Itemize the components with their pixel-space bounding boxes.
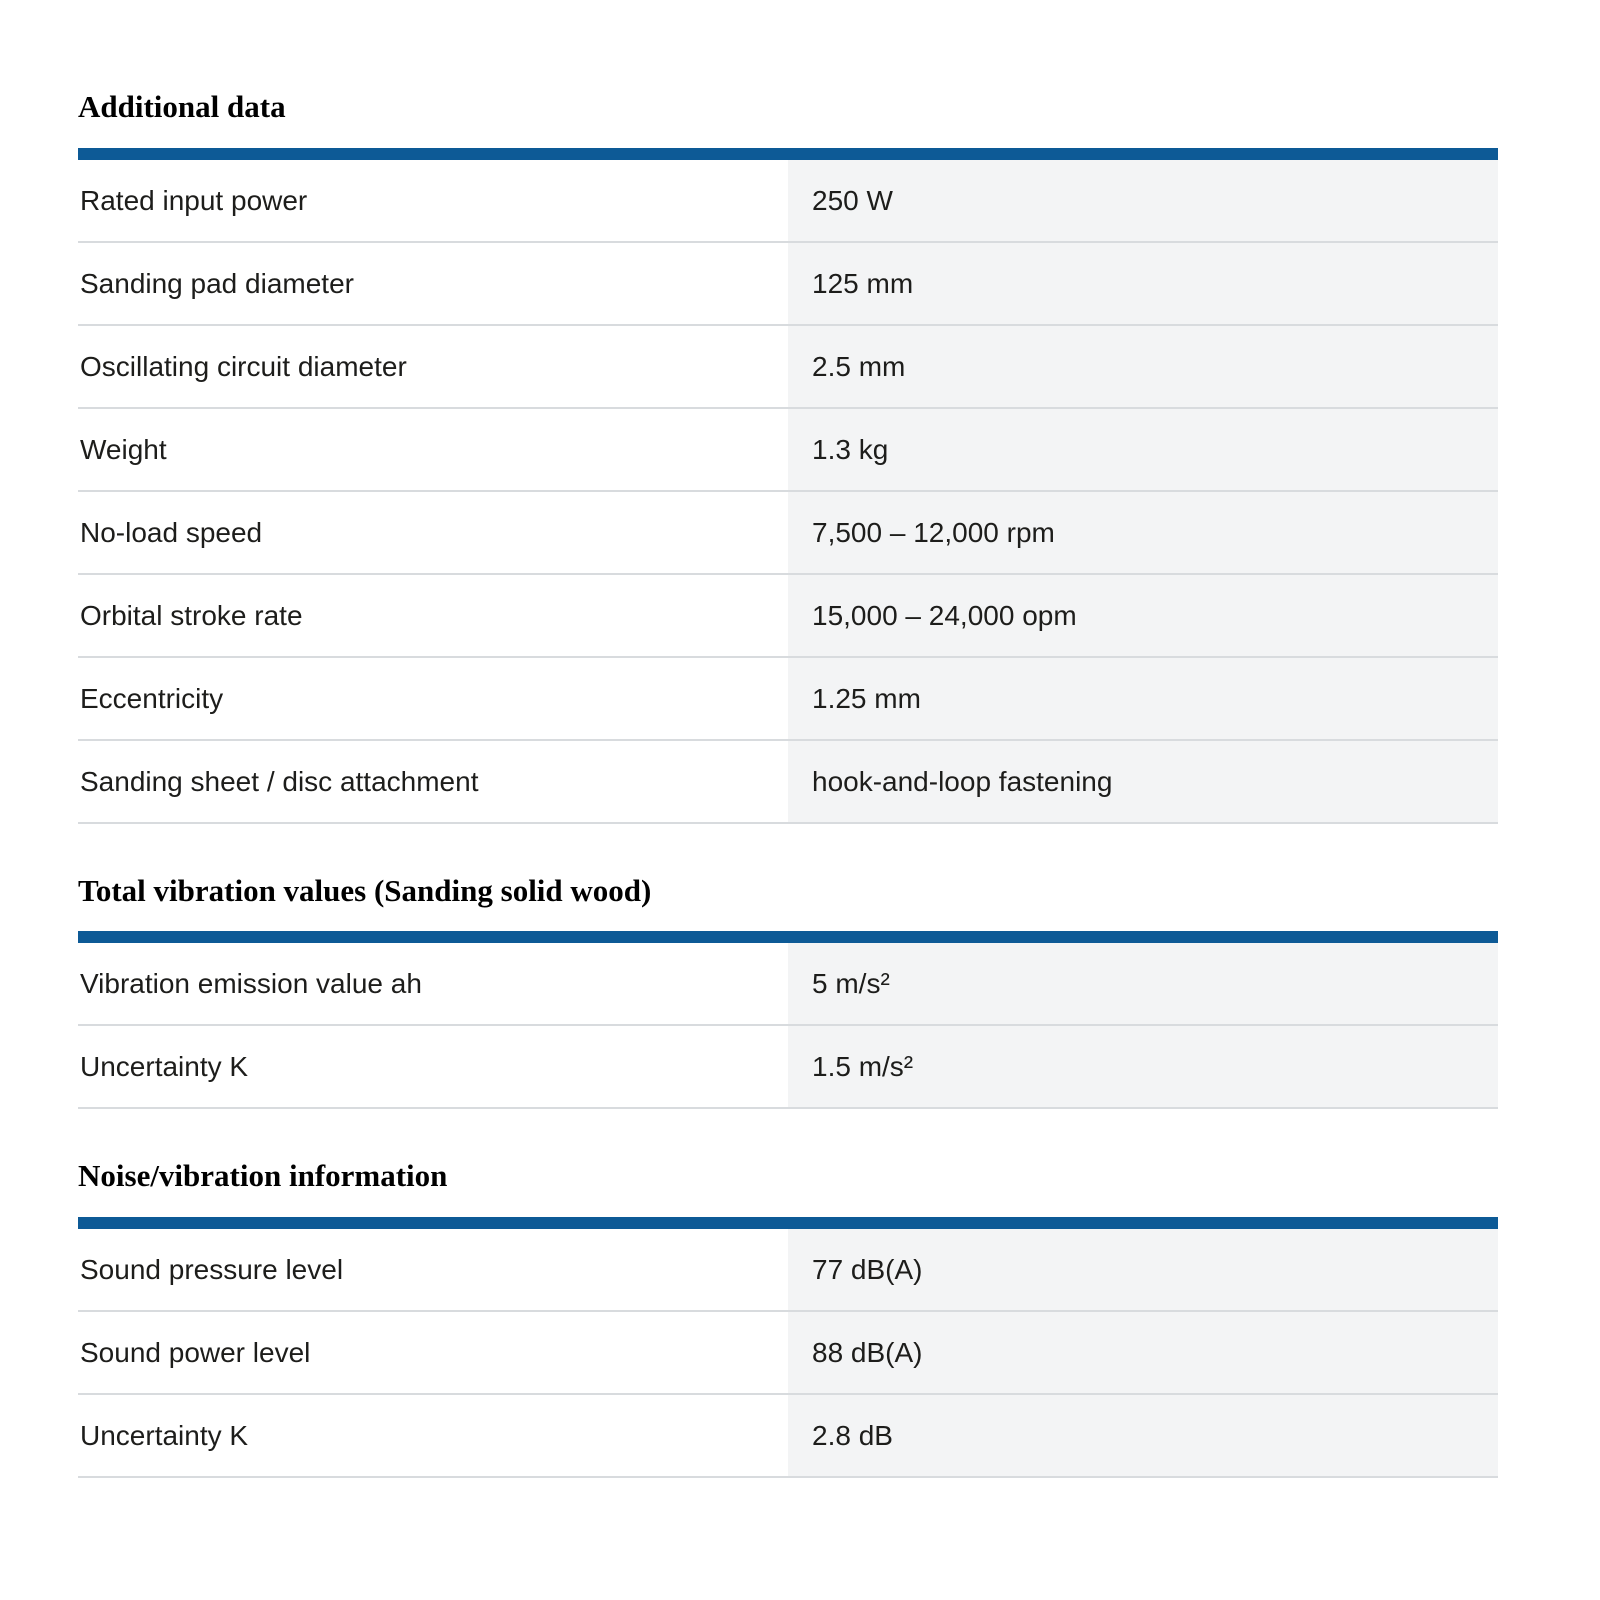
spec-label: Sanding sheet / disc attachment (78, 741, 788, 822)
spec-label: Sound pressure level (78, 1229, 788, 1310)
accent-bar (78, 1217, 1498, 1229)
spec-table (78, 160, 1498, 824)
spec-label: Oscillating circuit diameter (78, 326, 788, 407)
section-heading: Total vibration values (Sanding solid wood) (78, 872, 652, 908)
spec-value: 1.5 m/s² (788, 1026, 1498, 1107)
spec-label: Uncertainty K (78, 1026, 788, 1107)
table-row (78, 741, 1498, 824)
accent-bar (78, 931, 1498, 943)
spec-table (78, 1229, 1498, 1478)
table-row (78, 658, 1498, 741)
spec-table (78, 943, 1498, 1109)
table-row (78, 1026, 1498, 1109)
spec-label: No-load speed (78, 492, 788, 573)
spec-label: Rated input power (78, 160, 788, 241)
table-row (78, 492, 1498, 575)
spec-value: 7,500 – 12,000 rpm (788, 492, 1498, 573)
table-row (78, 575, 1498, 658)
accent-bar (78, 148, 1498, 160)
table-row (78, 1312, 1498, 1395)
spec-value: 250 W (788, 160, 1498, 241)
spec-section (78, 1159, 1498, 1478)
spec-section (78, 90, 1498, 824)
spec-value: 15,000 – 24,000 opm (788, 575, 1498, 656)
spec-value: hook-and-loop fastening (788, 741, 1498, 822)
table-row (78, 943, 1498, 1026)
spec-value: 88 dB(A) (788, 1312, 1498, 1393)
table-row (78, 243, 1498, 326)
spec-value: 1.25 mm (788, 658, 1498, 739)
spec-label: Eccentricity (78, 658, 788, 739)
table-row (78, 1395, 1498, 1478)
spec-value: 77 dB(A) (788, 1229, 1498, 1310)
table-row (78, 409, 1498, 492)
spec-value: 125 mm (788, 243, 1498, 324)
spec-value: 2.5 mm (788, 326, 1498, 407)
spec-label: Vibration emission value ah (78, 943, 788, 1024)
spec-label: Orbital stroke rate (78, 575, 788, 656)
spec-value: 1.3 kg (788, 409, 1498, 490)
spec-value: 5 m/s² (788, 943, 1498, 1024)
spec-label: Weight (78, 409, 788, 490)
spec-label: Uncertainty K (78, 1395, 788, 1476)
spec-label: Sanding pad diameter (78, 243, 788, 324)
table-row (78, 1229, 1498, 1312)
table-row (78, 326, 1498, 409)
section-heading: Noise/vibration information (78, 1158, 448, 1194)
spec-section (78, 874, 1498, 1110)
section-heading: Additional data (78, 89, 286, 124)
table-row (78, 160, 1498, 243)
spec-value: 2.8 dB (788, 1395, 1498, 1476)
spec-label: Sound power level (78, 1312, 788, 1393)
